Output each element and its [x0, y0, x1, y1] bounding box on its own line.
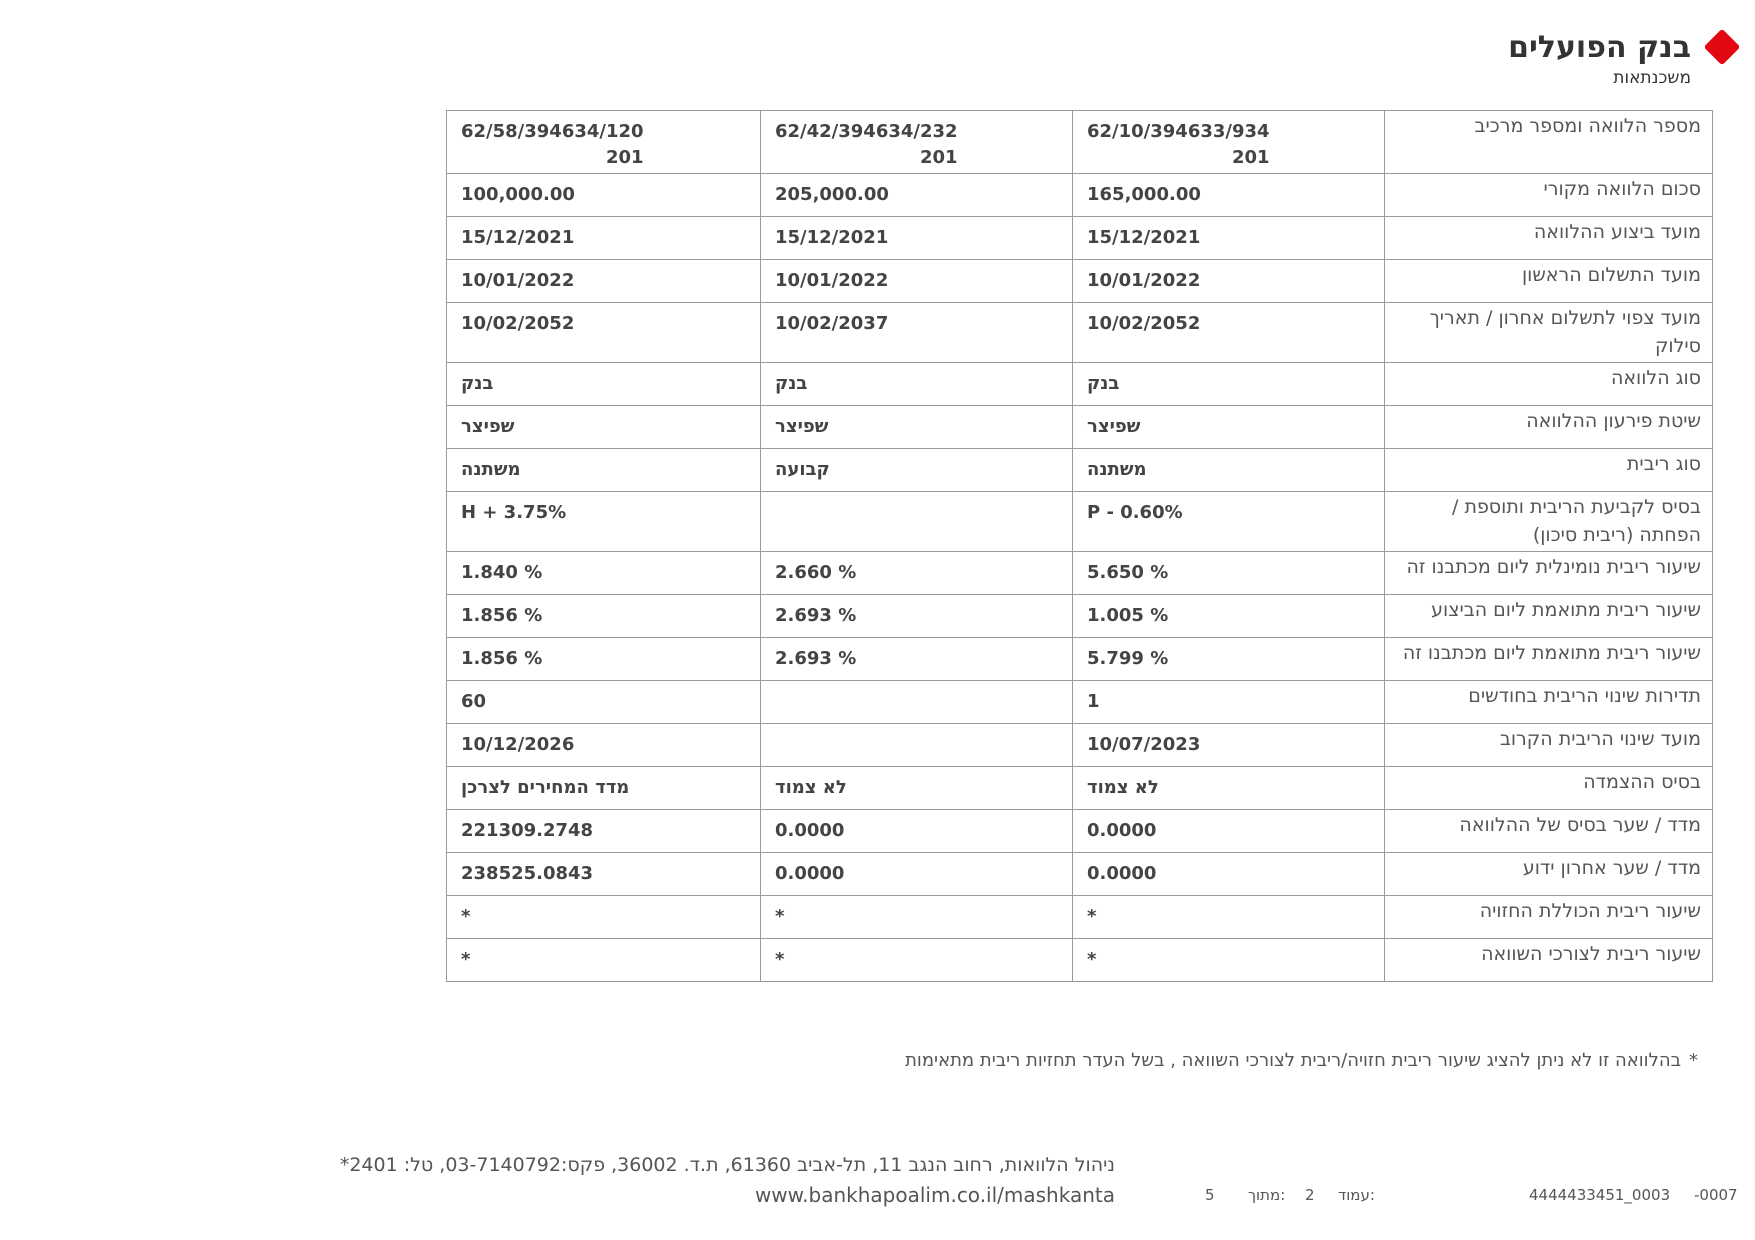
cell-text: שפיצר	[461, 416, 515, 437]
brand-subtitle: משכנתאות	[1613, 68, 1691, 88]
table-row	[447, 681, 1713, 724]
row-label: מועד שינוי הריבית הקרוב	[1385, 724, 1713, 767]
brand-name: בנק הפועלים	[1508, 30, 1691, 65]
footer-website-link[interactable]: www.bankhapoalim.co.il/mashkanta	[754, 1183, 1115, 1207]
table-row	[447, 939, 1713, 982]
cell-text: 0.0000	[1087, 820, 1157, 841]
cell-text: *	[461, 906, 471, 927]
loan-3-value	[447, 681, 761, 724]
cell-text: 2.660 %	[775, 562, 857, 583]
row-label: מועד התשלום הראשון	[1385, 260, 1713, 303]
loan-1-value	[1073, 492, 1385, 552]
cell-text: *	[1087, 949, 1097, 970]
page-number: 2	[1305, 1186, 1315, 1204]
loan-2-value	[761, 217, 1073, 260]
loan-2-value	[761, 363, 1073, 406]
table-row	[447, 724, 1713, 767]
cell-text: 1.840 %	[461, 562, 543, 583]
table-row	[447, 810, 1713, 853]
row-label: מועד ביצוע ההלוואה	[1385, 217, 1713, 260]
cell-text: מדד המחירים לצרכן	[461, 777, 630, 798]
row-label: סכום הלוואה מקורי	[1385, 174, 1713, 217]
table-row	[447, 492, 1713, 552]
cell-text: 10/02/2052	[461, 313, 575, 334]
table-row	[447, 217, 1713, 260]
cell-text: *	[775, 949, 785, 970]
table-row	[447, 638, 1713, 681]
loan-3-value	[447, 853, 761, 896]
loan-1-value	[1073, 767, 1385, 810]
cell-text: קבועה	[775, 459, 830, 480]
cell-text: 221309.2748	[461, 820, 594, 841]
row-label: שיטת פירעון ההלוואה	[1385, 406, 1713, 449]
loan-1-value	[1073, 363, 1385, 406]
cell-text: 10/02/2037	[775, 313, 889, 334]
of-label: מתוך:	[1248, 1186, 1286, 1204]
loan-1-value	[1073, 111, 1385, 174]
loan-2-value	[761, 853, 1073, 896]
document-id: 4444433451_0003	[1529, 1186, 1671, 1204]
cell-text: 205,000.00	[775, 184, 889, 205]
loan-1-value	[1073, 853, 1385, 896]
row-label: בסיס ההצמדה	[1385, 767, 1713, 810]
cell-text: 1	[1087, 691, 1100, 712]
bank-logo	[1437, 30, 1737, 90]
cell-text: 1.856 %	[461, 648, 543, 669]
cell-text: שפיצר	[1087, 416, 1141, 437]
row-label: שיעור ריבית לצורכי השוואה	[1385, 939, 1713, 982]
page-total: 5	[1205, 1186, 1215, 1204]
table-row	[447, 260, 1713, 303]
cell-text: 10/01/2022	[461, 270, 575, 291]
loan-1-value	[1073, 595, 1385, 638]
cell-text: 5.799 %	[1087, 648, 1169, 669]
cell-text: 62/42/394634/232 201	[775, 121, 958, 168]
cell-text: 15/12/2021	[461, 227, 575, 248]
loan-1-value	[1073, 406, 1385, 449]
cell-text: 165,000.00	[1087, 184, 1201, 205]
loan-2-value	[761, 111, 1073, 174]
loan-1-value	[1073, 217, 1385, 260]
loan-1-value	[1073, 260, 1385, 303]
loan-3-value	[447, 896, 761, 939]
table-row	[447, 552, 1713, 595]
footnote	[905, 1050, 1698, 1071]
cell-text: 1.856 %	[461, 605, 543, 626]
loan-2-value	[761, 638, 1073, 681]
loan-1-value	[1073, 449, 1385, 492]
row-label: מועד צפוי לתשלום אחרון / תאריך סילוק	[1385, 303, 1713, 363]
cell-text: 238525.0843	[461, 863, 594, 884]
loan-2-value	[761, 681, 1073, 724]
row-label: שיעור ריבית הכוללת החזויה	[1385, 896, 1713, 939]
row-label: תדירות שינוי הריבית בחודשים	[1385, 681, 1713, 724]
cell-text: P - 0.60%	[1087, 502, 1183, 523]
loan-2-value	[761, 939, 1073, 982]
loan-details-table	[446, 110, 1713, 982]
cell-text: 2.693 %	[775, 605, 857, 626]
loan-3-value	[447, 810, 761, 853]
footnote-star: *	[1689, 1050, 1698, 1071]
cell-text: 62/10/394633/934 201	[1087, 121, 1270, 168]
loan-2-value	[761, 810, 1073, 853]
loan-3-value	[447, 406, 761, 449]
cell-text: שפיצר	[775, 416, 829, 437]
page-label: עמוד:	[1338, 1186, 1375, 1204]
loan-2-value	[761, 724, 1073, 767]
cell-text: 10/01/2022	[775, 270, 889, 291]
loan-2-value	[761, 595, 1073, 638]
cell-text: 15/12/2021	[775, 227, 889, 248]
cell-text: 2.693 %	[775, 648, 857, 669]
table-row	[447, 896, 1713, 939]
loan-1-value	[1073, 939, 1385, 982]
cell-text: 15/12/2021	[1087, 227, 1201, 248]
loan-1-value	[1073, 724, 1385, 767]
cell-text: *	[775, 906, 785, 927]
document-code: -0007	[1694, 1186, 1738, 1204]
loan-3-value	[447, 939, 761, 982]
cell-text: H + 3.75%	[461, 502, 567, 523]
cell-text: *	[1087, 906, 1097, 927]
logo-diamond-icon	[1704, 29, 1741, 66]
row-label: מספר הלוואה ומספר מרכיב	[1385, 111, 1713, 174]
cell-text: בנק	[461, 373, 494, 394]
loan-3-value	[447, 303, 761, 363]
loan-3-value	[447, 363, 761, 406]
loan-3-value	[447, 260, 761, 303]
loan-1-value	[1073, 681, 1385, 724]
footnote-text: בהלוואה זו לא ניתן להציג שיעור ריבית חזויה/ריבית לצורכי השוואה , בשל העדר תחזיות ריבית מתאימות	[905, 1050, 1681, 1071]
loan-2-value	[761, 174, 1073, 217]
loan-1-value	[1073, 552, 1385, 595]
cell-text: 100,000.00	[461, 184, 575, 205]
table-row	[447, 363, 1713, 406]
cell-text: בנק	[1087, 373, 1120, 394]
cell-text: *	[461, 949, 471, 970]
table-row	[447, 767, 1713, 810]
cell-text: 10/02/2052	[1087, 313, 1201, 334]
loan-3-value	[447, 449, 761, 492]
loan-2-value	[761, 406, 1073, 449]
loan-3-value	[447, 552, 761, 595]
cell-text: משתנה	[461, 459, 521, 480]
table-row	[447, 111, 1713, 174]
cell-text: 10/07/2023	[1087, 734, 1201, 755]
loan-2-value	[761, 552, 1073, 595]
cell-text: 62/58/394634/120 201	[461, 121, 644, 168]
loan-1-value	[1073, 303, 1385, 363]
table-row	[447, 303, 1713, 363]
cell-text: 5.650 %	[1087, 562, 1169, 583]
cell-text: 10/12/2026	[461, 734, 575, 755]
loan-3-value	[447, 638, 761, 681]
loan-2-value	[761, 260, 1073, 303]
table-row	[447, 449, 1713, 492]
loan-1-value	[1073, 810, 1385, 853]
table-row	[447, 853, 1713, 896]
loan-3-value	[447, 492, 761, 552]
row-label: סוג ריבית	[1385, 449, 1713, 492]
loan-3-value	[447, 724, 761, 767]
cell-text: לא צמוד	[775, 777, 847, 798]
loan-1-value	[1073, 174, 1385, 217]
loan-3-value	[447, 217, 761, 260]
loan-2-value	[761, 767, 1073, 810]
row-label: מדד / שער אחרון ידוע	[1385, 853, 1713, 896]
table-row	[447, 406, 1713, 449]
table-row	[447, 595, 1713, 638]
cell-text: 0.0000	[775, 820, 845, 841]
loan-3-value	[447, 174, 761, 217]
loan-2-value	[761, 492, 1073, 552]
loan-3-value	[447, 767, 761, 810]
loan-2-value	[761, 303, 1073, 363]
loan-3-value	[447, 595, 761, 638]
row-label: בסיס לקביעת הריבית ותוספת / הפחתה (ריבית סיכון)	[1385, 492, 1713, 552]
table-row	[447, 174, 1713, 217]
row-label: סוג הלוואה	[1385, 363, 1713, 406]
cell-text: לא צמוד	[1087, 777, 1159, 798]
cell-text: 60	[461, 691, 487, 712]
loan-2-value	[761, 896, 1073, 939]
loan-1-value	[1073, 638, 1385, 681]
cell-text: 0.0000	[775, 863, 845, 884]
cell-text: משתנה	[1087, 459, 1147, 480]
loan-1-value	[1073, 896, 1385, 939]
cell-text: 1.005 %	[1087, 605, 1169, 626]
loan-2-value	[761, 449, 1073, 492]
footer-address: ניהול הלוואות, רחוב הנגב 11, תל-אביב 61360, ת.ד. 36002, פקס:03-7140792, טל: 2401*	[339, 1154, 1115, 1176]
row-label: שיעור ריבית מתואמת ליום מכתבנו זה	[1385, 638, 1713, 681]
cell-text: 0.0000	[1087, 863, 1157, 884]
row-label: שיעור ריבית מתואמת ליום הביצוע	[1385, 595, 1713, 638]
cell-text: 10/01/2022	[1087, 270, 1201, 291]
row-label: מדד / שער בסיס של ההלוואה	[1385, 810, 1713, 853]
row-label: שיעור ריבית נומינלית ליום מכתבנו זה	[1385, 552, 1713, 595]
loan-3-value	[447, 111, 761, 174]
cell-text: בנק	[775, 373, 808, 394]
